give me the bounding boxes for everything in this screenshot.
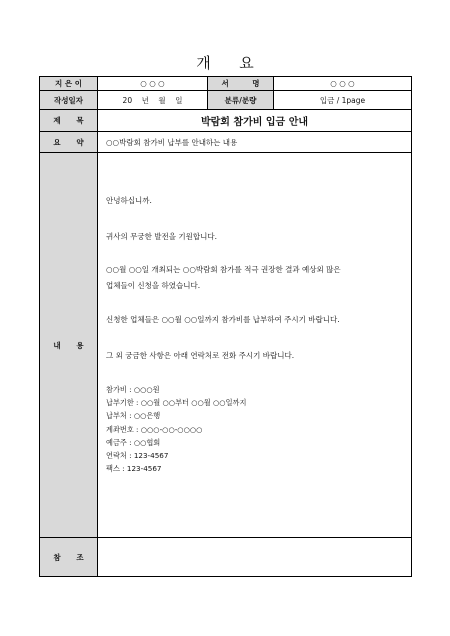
- info-item: 팩스 : 123-4567: [106, 464, 162, 474]
- info-item: 연락처 : 123-4567: [106, 451, 169, 461]
- sign-label: 서 명: [208, 77, 274, 91]
- date-label: 작성일자: [40, 91, 98, 110]
- paragraph-1-line-1: ○○월 ○○일 개최되는 ○○박람회 참가를 적극 권장한 결과 예상외 많은: [106, 265, 341, 274]
- info-item: 납부처 : ○○은행: [106, 411, 161, 421]
- content-body: [98, 153, 412, 538]
- author-label: 지 은 이: [40, 77, 98, 91]
- reference-row: [40, 538, 412, 577]
- reference-value: [98, 538, 412, 577]
- subject-value: 박람회 참가비 입금 안내: [98, 110, 412, 132]
- info-item: 예금주 : ○○협회: [106, 437, 161, 447]
- date-row: [40, 91, 412, 110]
- overview-table: [39, 76, 412, 577]
- content-row: [40, 153, 412, 538]
- summary-row: [40, 132, 412, 153]
- subject-row: [40, 110, 412, 132]
- info-list: [106, 383, 403, 475]
- date-value: 20 년 월 일: [98, 91, 208, 110]
- paragraph-2: 신청한 업체들은 ○○월 ○○일까지 참가비를 납부하여 주시기 바랍니다.: [106, 315, 340, 324]
- info-item: 납부기한 : ○○월 ○○부터 ○○월 ○○일까지: [106, 398, 247, 408]
- summary-label: 요 약: [40, 132, 98, 153]
- info-item: 참가비 : ○○○원: [106, 385, 160, 394]
- summary-value: ○○박람회 참가비 납부를 안내하는 내용: [98, 132, 412, 153]
- subject-label: 제 목: [40, 110, 98, 132]
- paragraph-3: 그 외 궁금한 사항은 아래 연락처로 전화 주시기 바랍니다.: [106, 350, 295, 360]
- reference-label: 참 조: [40, 538, 98, 577]
- category-label: 분류/분량: [208, 91, 274, 110]
- category-value: 입금 / 1page: [274, 91, 412, 110]
- author-row: [40, 77, 412, 91]
- paragraph-1-line-2: 업체들이 신청을 하였습니다.: [106, 280, 201, 290]
- content-label: 내 용: [40, 153, 98, 538]
- author-value: ○ ○ ○: [98, 77, 208, 91]
- wish-text: 귀사의 무궁한 발전을 기원합니다.: [106, 231, 217, 241]
- greeting-text: 안녕하십니까.: [106, 196, 152, 205]
- info-item: 계좌번호 : ○○○-○○-○○○○: [106, 424, 203, 434]
- sign-value: ○ ○ ○: [274, 77, 412, 91]
- document-title: 개 요: [196, 54, 254, 72]
